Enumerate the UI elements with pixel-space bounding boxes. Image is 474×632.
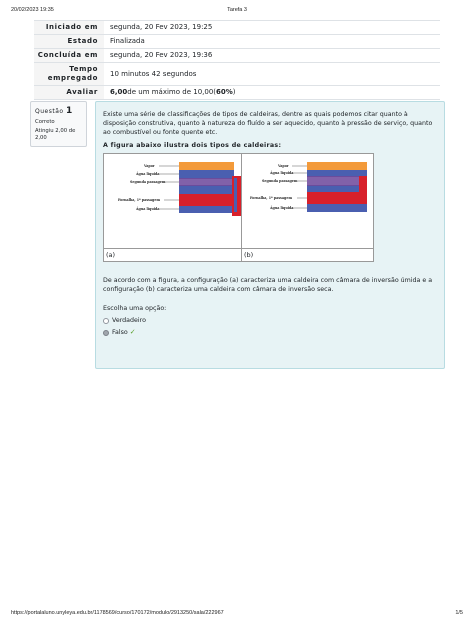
boiler-diagram-a [104,154,241,249]
summary-value: 10 minutos 42 segundos [110,69,197,78]
second-pass-tubes [307,176,359,186]
figure-title: A figura abaixo ilustra dois tipos de caldeiras: [103,142,282,149]
question-info-panel [30,101,87,147]
summary-label: Iniciado em [34,21,104,34]
furnace-first-pass [179,194,234,206]
summary-value [104,86,242,99]
option-label: Falso [112,329,128,336]
label-water-bottom: Água líquida [270,206,294,210]
question-grade: Atingiu 2,00 de 2,00 [35,128,76,141]
summary-row-started [34,20,440,34]
summary-value: segunda, 20 Fev 2023, 19:36 [110,51,213,59]
vapor-layer [307,162,367,170]
print-page-number: 1/5 [455,610,463,616]
question-number-value: 1 [65,106,73,116]
summary-label: Tempo empregado [34,63,104,85]
option-true[interactable] [103,316,437,325]
figure-caption-b: (b) [242,248,373,261]
summary-value: segunda, 20 Fev 2023, 19:25 [110,23,213,31]
summary-value: Finalizada [110,37,145,45]
label-water: Água líquida [136,172,160,176]
grade-value: 6,00 [110,88,128,96]
radio-true[interactable] [103,318,109,324]
water-layer-top [307,170,367,176]
question-statement: De acordo com a figura, a configuração (a) caracteriza uma caldeira com câmara de inversão úmida e a configuração (b) caracteriza uma caldeira com câmara de inversão seca. [103,277,433,293]
water-layer-bottom [307,204,367,212]
radio-false[interactable] [103,330,109,336]
print-url: https://portalaluno.unyleya.edu.br/1178569/curso/170172/modulo/2913250/sala/222967 [11,610,224,616]
boiler-figure [103,153,374,262]
question-content [95,101,445,369]
water-layer-bottom [179,206,234,213]
question-number [35,106,82,116]
print-date: 20/02/2023 19:35 [11,7,54,13]
summary-label: Estado [34,35,104,48]
summary-row-grade [34,85,440,100]
summary-row-state [34,34,440,48]
summary-label: Concluída em [34,49,104,62]
grade-text: de um máximo de 10,00( [127,88,217,96]
label-second-pass: Segunda passagem [262,179,298,183]
grade-percent: 60% [216,88,233,96]
summary-row-completed [34,48,440,62]
label-vapor: Vapor [144,164,155,168]
vapor-layer [179,162,234,170]
summary-label: Avaliar [34,86,104,99]
checkmark-icon: ✓ [129,328,136,336]
print-header [11,7,463,17]
dry-reversal-chamber [359,176,367,204]
figure-panel-a [104,154,242,261]
label-water: Água líquida [270,171,294,175]
summary-row-time [34,62,440,85]
boiler-diagram-b [242,154,373,249]
question-text: Existe uma série de classificações de tipos de caldeiras, dentre as quais podemos citar quanto à disposição construtiva, quanto à natureza do fluído a ser aquecido, quanto à pressão de serviço, quanto ao combustível ou fonte quente etc. [103,111,433,136]
option-false[interactable] [103,328,437,337]
label-vapor: Vapor [278,164,289,168]
question-label: Questão [35,108,64,115]
label-second-pass: Segunda passagem [130,180,166,184]
figure-panel-b [242,154,373,261]
furnace-first-pass [307,192,359,204]
label-furnace: Fornalha, 1ª passagem [250,196,292,200]
answer-prompt: Escolha uma opção: [103,305,167,312]
water-layer-mid [307,186,367,192]
water-layer-top [179,170,234,178]
label-water-bottom: Água líquida [136,207,160,211]
option-label: Verdadeiro [112,317,146,324]
question-state: Correto [35,119,55,125]
attempt-summary-table [34,20,440,100]
label-furnace: Fornalha, 1ª passagem [118,198,160,202]
print-title: Tarefa 3 [227,7,247,13]
print-footer [11,610,463,620]
water-layer-mid [179,186,234,194]
figure-caption-a: (a) [104,248,241,261]
grade-text-end: ) [232,88,236,96]
